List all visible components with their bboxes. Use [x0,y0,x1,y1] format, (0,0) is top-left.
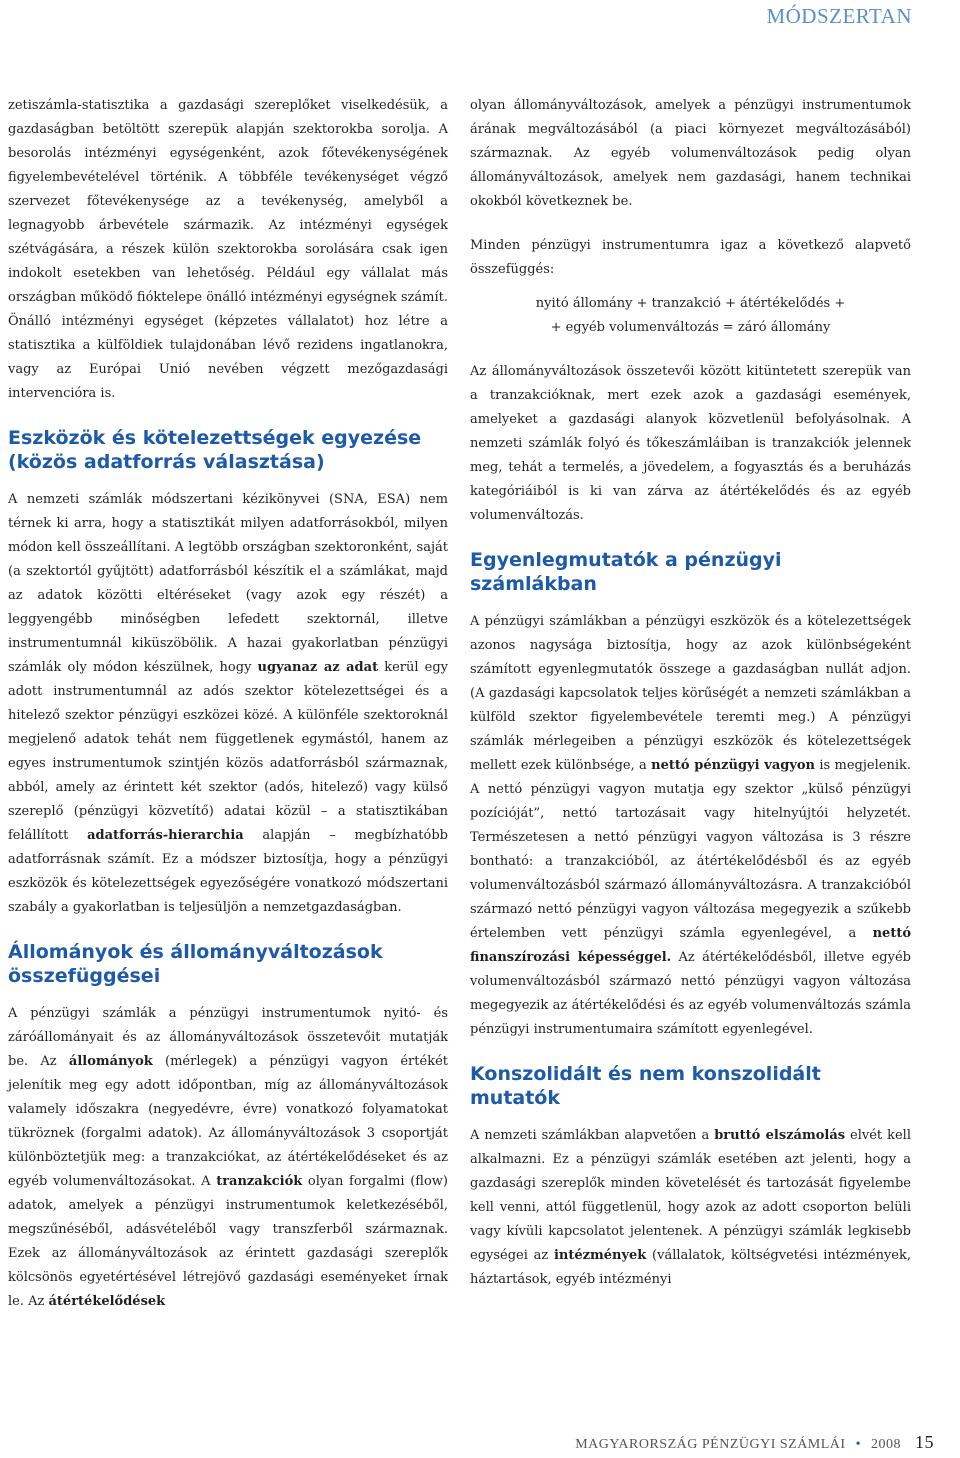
paragraph: Minden pénzügyi instrumentumra igaz a következő alapvető összefüggés: [470,238,911,277]
heading-stocks-flows: Állományok és állományváltozások összefüggései [8,941,383,987]
paragraph: olyan állományváltozások, amelyek a pénzügyi instrumentumok árának megváltozásából (a piaci környezet megváltozásából) származnak. Az egyéb volumenváltozások pedig olyan állományváltozások, amelyek nem gazdasági, hanem technikai okokból következnek be. [470,98,911,209]
page-footer [575,1432,934,1453]
page-number: 15 [915,1432,934,1452]
paragraph: A nemzeti számlák módszertani kézikönyvei (SNA, ESA) nem térnek ki arra, hogy a statisztikát milyen adatforrásokból, milyen módon kell összeállítani. A legtöbb országban szektoronként, saját (a szektortól gyűjtött) adatforrásból készítik el a számlákat, majd az adatok közötti eltéréseket (vagy azok egy részét) a leggyengébb minőségben lefedett szektornál, illetve instrumentumnál kiküszöbölik. A hazai gyakorlatban pénzügyi számlák oly módon készülnek, hogy ugyanaz az adat kerül egy adott instrumentumnál az adós szektor kötelezettségei és a hitelező szektor pénzügyi eszközei közé. A különféle szektoroknál megjelenő adatok tehát nem függetlenek egymástól, hanem az egyes instrumentumok szintjén közös adatforrásból származnak, abból, amely az érintett két szektor (adós, hitelező) vagy külső szereplő (pénzügyi közvetítő) adatai közül – a statisztikában felállított adatforrás-hierarchia alapján – megbízhatóbb adatforrásnak számít. Ez a módszer biztosítja, hogy a pénzügyi eszközök és kötelezettségek egyezőségére vonatkozó módszertani szabály a gyakorlatban is teljesüljön a nemzetgazdaságban. [8,492,448,915]
formula [470,292,911,340]
paragraph: zetiszámla-statisztika a gazdasági szereplőket viselkedésük, a gazdaságban betöltött szerepük alapján szektorokba sorolja. A besorolás intézményi egységenként, azok főtevékenységének figyelembevételével történik. A többféle tevékenységet végző szervezet főtevékenysége az a tevékenység, amelyből a legnagyobb árbevétele származik. Az intézményi egységek szétvágására, a részek külön szektorokba sorolására csak igen indokolt esetekben van lehetőség. Például egy vállalat más országban működő fióktelepe önálló intézményi egységnek számít. Önálló intézményi egységet (képzetes vállalatot) hoz létre a statisztika a külföldiek tulajdonában lévő rezidens ingatlanokra, vagy az Európai Unió nevében végzett mezőgazdasági intervencióra is. [8,98,448,401]
emphasis: intézmények [553,1248,647,1263]
bullet-separator: • [855,1437,861,1452]
emphasis: nettó finanszírozási képességgel. [470,926,911,965]
emphasis: adatforrás-hierarchia [87,828,244,843]
heading-consolidated: Konszolidált és nem konszolidált mutatók [470,1063,821,1109]
paragraph: A nemzeti számlákban alapvetően a bruttó elszámolás elvét kell alkalmazni. Ez a pénzügyi számlák esetében azt jelenti, hogy a gazdasági szereplők minden követelését és tartozását figyelembe kell venni, attól függetlenül, hogy azok az adott csoporton belüli vagy kívüli kapcsolatot jelentenek. A pénzügyi számlák legkisebb egységei az intézmények (vállalatok, költségvetési intézmények, háztartások, egyéb intézményi [470,1128,911,1287]
section-title: MÓDSZERTAN [766,4,912,28]
paragraph: A pénzügyi számlák a pénzügyi instrumentumok nyitó- és záróállományait és az állományváltozások összetevőit mutatják be. Az állományok (mérlegek) a pénzügyi vagyon értékét jelenítik meg egy adott időpontban, míg az állományváltozások valamely időszakra (negyedévre, évre) vonatkozó folyamatokat tükröznek (forgalmi adatok). Az állományváltozások 3 csoportját különböztetjük meg: a tranzakciókat, az átértékelődéseket és az egyéb volumenváltozásokat. A tranzakciók olyan forgalmi (flow) adatok, amelyek a pénzügyi instrumentumok keletkezéséből, megszűnéséből, adásvételéből vagy transzferből származnak. Ezek az állományváltozások az érintett gazdasági szereplők kölcsönös egyetértésével létrejövő gazdasági eseményeket írnak le. Az átértékelődések [8,1006,448,1309]
emphasis: állományok [68,1054,153,1069]
emphasis: nettó pénzügyi vagyon [651,758,816,773]
formula-line: nyitó állomány + tranzakció + átértékelődés + [535,296,846,311]
paragraph: A pénzügyi számlákban a pénzügyi eszközök és a kötelezettségek azonos nagysága biztosítja, hogy az azok különbségeként számított egyenlegmutatók összege a gazdaságban nullát adjon. (A gazdasági kapcsolatok teljes körűségét a nemzeti számlákban a külföld szektor figyelembevétele teremti meg.) A pénzügyi számlák mérlegeiben a pénzügyi eszközök és kötelezettségek mellett ezek különbsége, a nettó pénzügyi vagyon is megjelenik. A nettó pénzügyi vagyon mutatja egy szektor „külső pénzügyi pozícióját”, nettó tartozásait vagy hitelnyújtói helyzetét. Természetesen a nettó pénzügyi vagyon változása is 3 részre bontható: a tranzakcióból, az átértékelődésből és az egyéb volumenváltozásból származó állományváltozásra. A tranzakcióból származó nettó pénzügyi vagyon változása megegyezik a szűkebb értelemben vett pénzügyi számla egyenlegével, a nettó finanszírozási képességgel. Az átértékelődésből, illetve egyéb volumenváltozásból származó nettó pénzügyi vagyon változása megegyezik az átértékelődési és az egyéb volumenváltozás számla pénzügyi instrumentumaira számított egyenlegével. [470,614,911,1037]
publication-title: MAGYARORSZÁG PÉNZÜGYI SZÁMLÁI [575,1437,846,1452]
paragraph: Az állományváltozások összetevői között kitüntetett szerepük van a tranzakcióknak, mert ezek azok a gazdasági események, amelyeket a gazdasági alanyok közvetlenül befolyásolnak. A nemzeti számlák folyó és tőkeszámláiban is tranzakciók jelennek meg, tehát a termelés, a jövedelem, a fogyasztás és a beruházás kategóriáiból is ki van zárva az átértékelődés és az egyéb volumenváltozás. [470,364,911,523]
formula-line: + egyéb volumenváltozás = záró állomány [550,320,831,335]
heading-assets-liabilities: Eszközök és kötelezettségek egyezése (közös adatforrás választása) [8,427,422,473]
emphasis: ugyanaz az adat [257,660,379,675]
right-column [470,94,911,1312]
left-column [8,94,448,1334]
heading-balance-indicators: Egyenlegmutatók a pénzügyi számlákban [470,549,782,595]
emphasis: átértékelődések [48,1294,166,1309]
emphasis: bruttó elszámolás [714,1128,846,1143]
emphasis: tranzakciók [216,1174,303,1189]
publication-year: 2008 [871,1437,901,1452]
